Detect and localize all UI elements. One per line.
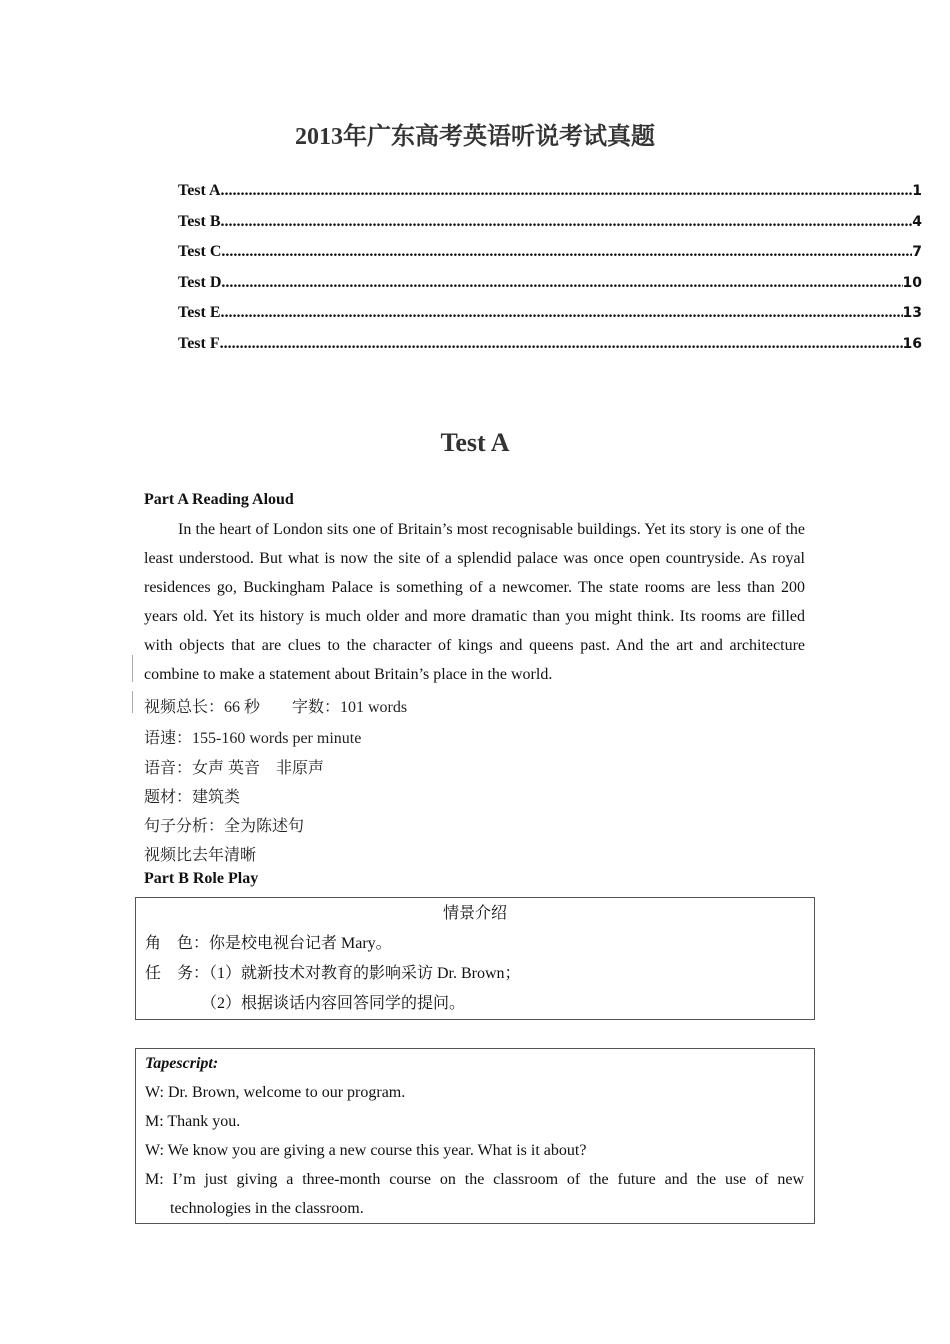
part-b-heading: Part B Role Play (144, 870, 259, 887)
toc-entry[interactable] (178, 182, 922, 212)
scenario-title: 情景介绍 (442, 905, 507, 922)
meta-line: 视频总长：66 秒 字数：101 words (144, 699, 408, 716)
toc-entry[interactable] (178, 274, 922, 304)
meta-line: 题材：建筑类 (144, 789, 241, 806)
toc-leader (221, 274, 902, 292)
toc-page: 7 (912, 244, 922, 260)
scenario-task: 任 务：（1）就新技术对教育的影响采访 Dr. Brown； (145, 965, 521, 982)
toc-label: Test F (178, 335, 220, 352)
toc-page: 16 (902, 336, 922, 352)
tapescript-label: Tapescript: (145, 1055, 219, 1072)
toc-entry[interactable] (178, 304, 922, 334)
toc-leader (220, 335, 903, 353)
dialogue-line: W: Dr. Brown, welcome to our program. (145, 1084, 406, 1101)
toc-entry[interactable] (178, 335, 922, 365)
toc-label: Test B (178, 213, 221, 230)
dialogue-line: M: I’m just giving a three-month course on the classroom of the future and the use of new technologies in the classroom. (145, 1171, 804, 1217)
meta-line: 句子分析：全为陈述句 (144, 818, 305, 835)
toc-label: Test C (178, 243, 222, 260)
toc-page: 1 (912, 183, 922, 199)
scenario-task: （2）根据谈话内容回答同学的提问。 (145, 995, 466, 1012)
toc-leader (221, 243, 912, 261)
toc-entry[interactable] (178, 243, 922, 273)
toc-page: 10 (902, 275, 922, 291)
scenario-role: 角 色：你是校电视台记者 Mary。 (145, 935, 392, 952)
dialogue-line: W: We know you are giving a new course this year. What is it about? (145, 1142, 587, 1159)
toc-entry[interactable] (178, 213, 922, 243)
scenario-box (135, 897, 815, 1020)
toc-label: Test D (178, 274, 222, 291)
change-bar (132, 655, 133, 682)
tapescript-box (135, 1048, 815, 1224)
dialogue-line: M: Thank you. (145, 1113, 241, 1130)
reading-paragraph: In the heart of London sits one of Britain’s most recognisable buildings. Yet its story is one of the least understood. But what is now the site of a splendid palace was once open countryside. As royal residences go, Buckingham Palace is something of a newcomer. The state rooms are less than 200 years old. Yet its history is much older and more dramatic than you might think. Its rooms are filled with objects that are clues to the character of kings and queens past. And the art and architecture combine to make a statement about Britain’s place in the world. (144, 521, 805, 683)
part-a-heading: Part A Reading Aloud (144, 491, 294, 508)
meta-line: 语音：女声 英音 非原声 (144, 760, 325, 777)
toc-label: Test A (178, 182, 221, 199)
toc-page: 4 (912, 214, 922, 230)
section-title: Test A (440, 428, 510, 457)
meta-line: 视频比去年清晰 (144, 847, 257, 864)
document-title: 2013年广东高考英语听说考试真题 (295, 124, 655, 150)
change-bar (132, 691, 133, 713)
toc-page: 13 (902, 305, 922, 321)
toc-leader (221, 213, 913, 231)
toc-label: Test E (178, 304, 221, 321)
toc-leader (221, 182, 913, 200)
toc-leader (221, 304, 903, 322)
meta-line: 语速：155-160 words per minute (144, 730, 362, 747)
